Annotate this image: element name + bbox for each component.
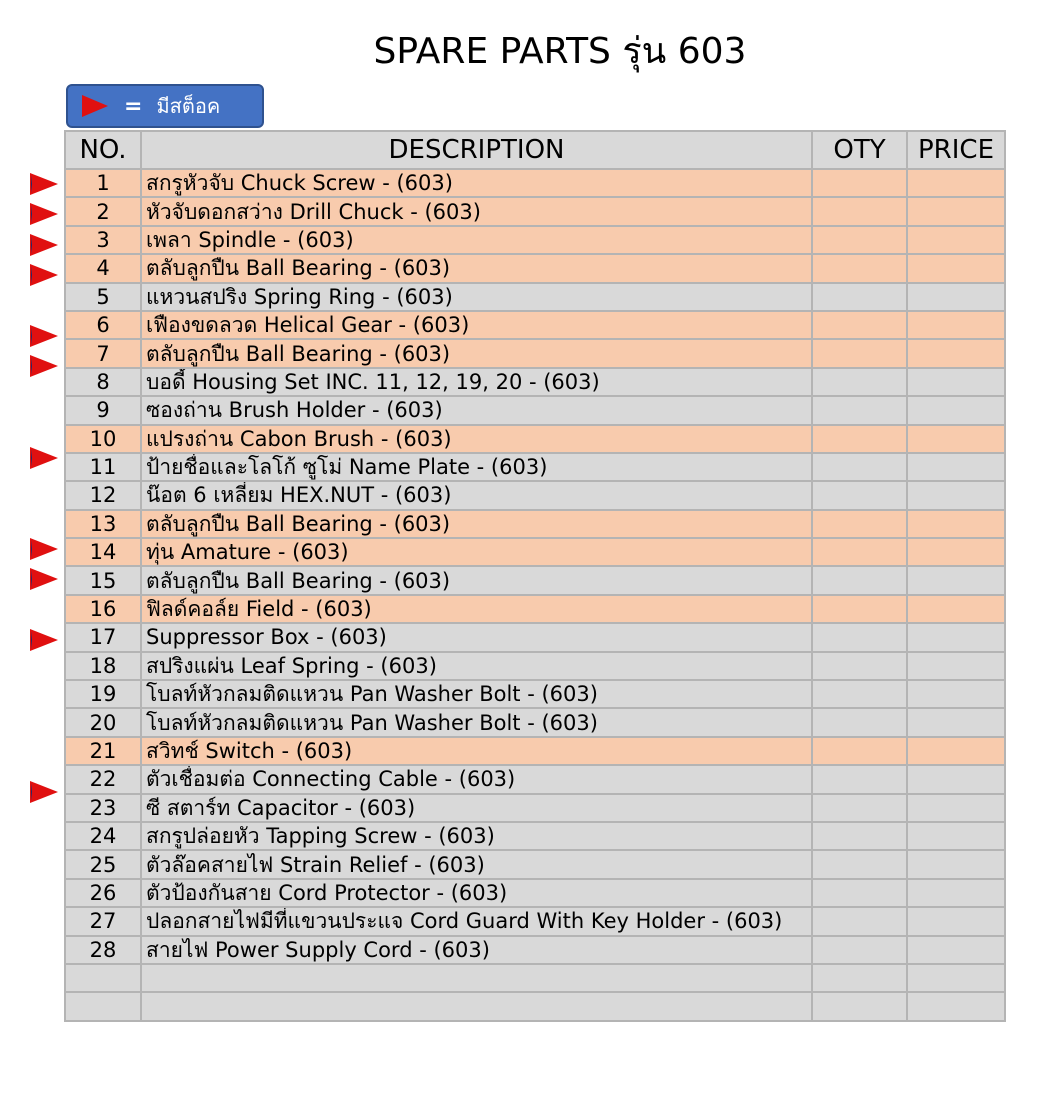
- part-number: 4: [65, 254, 141, 282]
- part-description: ตัวล๊อคสายไฟ Strain Relief - (603): [141, 850, 812, 878]
- part-qty: [812, 879, 907, 907]
- part-price: [907, 425, 1005, 453]
- part-qty: [812, 992, 907, 1020]
- part-price: [907, 964, 1005, 992]
- part-price: [907, 339, 1005, 367]
- table-row: [65, 595, 1005, 623]
- part-description: สกรูปล่อยหัว Tapping Screw - (603): [141, 822, 812, 850]
- part-price: [907, 794, 1005, 822]
- part-number: 9: [65, 396, 141, 424]
- part-description: สปริงแผ่น Leaf Spring - (603): [141, 652, 812, 680]
- part-qty: [812, 708, 907, 736]
- table-row: [65, 538, 1005, 566]
- table-row: [65, 510, 1005, 538]
- part-qty: [812, 339, 907, 367]
- part-price: [907, 368, 1005, 396]
- part-qty: [812, 481, 907, 509]
- part-description: แปรงถ่าน Cabon Brush - (603): [141, 425, 812, 453]
- header-price: PRICE: [907, 131, 1005, 169]
- part-qty: [812, 311, 907, 339]
- in-stock-arrow-icon: [30, 173, 58, 195]
- part-description: สวิทช์ Switch - (603): [141, 737, 812, 765]
- part-price: [907, 936, 1005, 964]
- table-row: [65, 794, 1005, 822]
- header-no: NO.: [65, 131, 141, 169]
- part-price: [907, 822, 1005, 850]
- part-qty: [812, 425, 907, 453]
- in-stock-arrow-icon: [30, 568, 58, 590]
- table-row: [65, 481, 1005, 509]
- in-stock-arrow-icon: [30, 629, 58, 651]
- part-qty: [812, 254, 907, 282]
- part-description: Suppressor Box - (603): [141, 623, 812, 651]
- part-qty: [812, 197, 907, 225]
- part-qty: [812, 169, 907, 197]
- part-qty: [812, 226, 907, 254]
- part-number: 2: [65, 197, 141, 225]
- table-row: [65, 425, 1005, 453]
- table-row: [65, 368, 1005, 396]
- table-row: [65, 765, 1005, 793]
- part-number: 13: [65, 510, 141, 538]
- part-description: ซองถ่าน Brush Holder - (603): [141, 396, 812, 424]
- parts-table-body: [65, 169, 1005, 1021]
- part-description: สกรูหัวจับ Chuck Screw - (603): [141, 169, 812, 197]
- table-row: [65, 652, 1005, 680]
- part-number: 12: [65, 481, 141, 509]
- part-price: [907, 510, 1005, 538]
- table-row: [65, 879, 1005, 907]
- part-qty: [812, 765, 907, 793]
- part-qty: [812, 822, 907, 850]
- table-row: [65, 907, 1005, 935]
- table-header-row: [65, 131, 1005, 169]
- part-description: ตลับลูกปืน Ball Bearing - (603): [141, 566, 812, 594]
- part-description: ทุ่น Amature - (603): [141, 538, 812, 566]
- part-description: สายไฟ Power Supply Cord - (603): [141, 936, 812, 964]
- part-description: แหวนสปริง Spring Ring - (603): [141, 283, 812, 311]
- part-price: [907, 538, 1005, 566]
- part-qty: [812, 680, 907, 708]
- part-price: [907, 481, 1005, 509]
- in-stock-arrow-icon: [30, 203, 58, 225]
- part-description: โบลท์หัวกลมติดแหวน Pan Washer Bolt - (603): [141, 680, 812, 708]
- legend-label: มีสต็อค: [156, 94, 221, 118]
- table-row: [65, 822, 1005, 850]
- part-price: [907, 566, 1005, 594]
- stock-markers: [30, 170, 60, 1070]
- table-row: [65, 396, 1005, 424]
- red-arrow-icon: [82, 95, 108, 117]
- part-price: [907, 169, 1005, 197]
- part-qty: [812, 510, 907, 538]
- part-description: หัวจับดอกสว่าง Drill Chuck - (603): [141, 197, 812, 225]
- in-stock-arrow-icon: [30, 447, 58, 469]
- part-description: ปลอกสายไฟมีที่แขวนประแจ Cord Guard With Key Holder - (603): [141, 907, 812, 935]
- part-qty: [812, 368, 907, 396]
- part-number: 18: [65, 652, 141, 680]
- part-qty: [812, 907, 907, 935]
- part-qty: [812, 283, 907, 311]
- part-price: [907, 850, 1005, 878]
- table-row: [65, 964, 1005, 992]
- table-row: [65, 339, 1005, 367]
- part-qty: [812, 794, 907, 822]
- part-price: [907, 680, 1005, 708]
- in-stock-arrow-icon: [30, 781, 58, 803]
- table-row: [65, 254, 1005, 282]
- table-row: [65, 992, 1005, 1020]
- part-number: 14: [65, 538, 141, 566]
- table-row: [65, 283, 1005, 311]
- header-description: DESCRIPTION: [141, 131, 812, 169]
- part-qty: [812, 566, 907, 594]
- part-price: [907, 907, 1005, 935]
- in-stock-arrow-icon: [30, 234, 58, 256]
- table-row: [65, 197, 1005, 225]
- part-number: 6: [65, 311, 141, 339]
- part-price: [907, 595, 1005, 623]
- part-price: [907, 652, 1005, 680]
- part-qty: [812, 453, 907, 481]
- part-price: [907, 226, 1005, 254]
- part-number: [65, 964, 141, 992]
- part-qty: [812, 538, 907, 566]
- in-stock-legend: [66, 84, 264, 128]
- part-qty: [812, 595, 907, 623]
- part-number: 21: [65, 737, 141, 765]
- part-description: โบลท์หัวกลมติดแหวน Pan Washer Bolt - (603): [141, 708, 812, 736]
- part-number: 16: [65, 595, 141, 623]
- part-description: น๊อต 6 เหลี่ยม HEX.NUT - (603): [141, 481, 812, 509]
- table-row: [65, 623, 1005, 651]
- table-row: [65, 169, 1005, 197]
- in-stock-arrow-icon: [30, 325, 58, 347]
- part-price: [907, 197, 1005, 225]
- table-row: [65, 850, 1005, 878]
- part-description: ตลับลูกปืน Ball Bearing - (603): [141, 510, 812, 538]
- part-price: [907, 311, 1005, 339]
- part-qty: [812, 936, 907, 964]
- part-number: 7: [65, 339, 141, 367]
- part-description: ตัวป้องกันสาย Cord Protector - (603): [141, 879, 812, 907]
- part-description: ตัวเชื่อมต่อ Connecting Cable - (603): [141, 765, 812, 793]
- page-title: SPARE PARTS รุ่น 603: [373, 31, 747, 72]
- part-qty: [812, 850, 907, 878]
- table-row: [65, 936, 1005, 964]
- table-row: [65, 708, 1005, 736]
- part-number: 25: [65, 850, 141, 878]
- in-stock-arrow-icon: [30, 355, 58, 377]
- part-qty: [812, 623, 907, 651]
- part-price: [907, 623, 1005, 651]
- part-price: [907, 992, 1005, 1020]
- part-price: [907, 737, 1005, 765]
- part-description: เฟืองขดลวด Helical Gear - (603): [141, 311, 812, 339]
- part-number: 10: [65, 425, 141, 453]
- part-qty: [812, 652, 907, 680]
- part-number: 23: [65, 794, 141, 822]
- table-row: [65, 453, 1005, 481]
- part-number: 27: [65, 907, 141, 935]
- spare-parts-table: [64, 130, 1006, 1022]
- part-number: 22: [65, 765, 141, 793]
- part-number: 28: [65, 936, 141, 964]
- table-row: [65, 680, 1005, 708]
- legend-equals: =: [124, 93, 143, 119]
- part-number: 17: [65, 623, 141, 651]
- part-price: [907, 396, 1005, 424]
- part-description: ตลับลูกปืน Ball Bearing - (603): [141, 254, 812, 282]
- part-price: [907, 879, 1005, 907]
- part-qty: [812, 964, 907, 992]
- part-number: 15: [65, 566, 141, 594]
- header-qty: OTY: [812, 131, 907, 169]
- table-row: [65, 226, 1005, 254]
- part-number: [65, 992, 141, 1020]
- part-description: ซี สตาร์ท Capacitor - (603): [141, 794, 812, 822]
- part-qty: [812, 737, 907, 765]
- in-stock-arrow-icon: [30, 264, 58, 286]
- part-price: [907, 765, 1005, 793]
- part-number: 20: [65, 708, 141, 736]
- part-price: [907, 254, 1005, 282]
- part-price: [907, 453, 1005, 481]
- in-stock-arrow-icon: [30, 538, 58, 560]
- part-description: ตลับลูกปืน Ball Bearing - (603): [141, 339, 812, 367]
- part-number: 11: [65, 453, 141, 481]
- part-number: 1: [65, 169, 141, 197]
- part-number: 19: [65, 680, 141, 708]
- part-description: บอดี้ Housing Set INC. 11, 12, 19, 20 - (603): [141, 368, 812, 396]
- part-description: [141, 992, 812, 1020]
- part-number: 5: [65, 283, 141, 311]
- table-row: [65, 737, 1005, 765]
- part-description: เพลา Spindle - (603): [141, 226, 812, 254]
- part-qty: [812, 396, 907, 424]
- part-number: 8: [65, 368, 141, 396]
- part-number: 3: [65, 226, 141, 254]
- table-row: [65, 566, 1005, 594]
- part-price: [907, 708, 1005, 736]
- part-number: 26: [65, 879, 141, 907]
- part-description: ฟิลด์คอล์ย Field - (603): [141, 595, 812, 623]
- part-number: 24: [65, 822, 141, 850]
- part-price: [907, 283, 1005, 311]
- part-description: ป้ายชื่อและโลโก้ ซูโม่ Name Plate - (603): [141, 453, 812, 481]
- part-description: [141, 964, 812, 992]
- table-row: [65, 311, 1005, 339]
